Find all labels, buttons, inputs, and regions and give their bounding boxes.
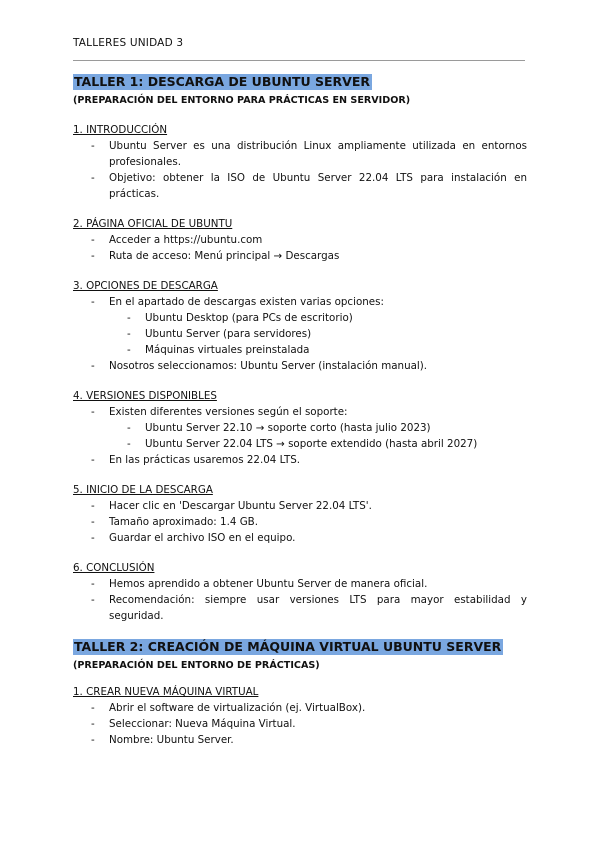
- section-heading: 1. INTRODUCCIÓN: [73, 124, 168, 136]
- section-introduccion: [73, 123, 527, 202]
- taller-1: [73, 71, 527, 624]
- bullet-list: [73, 138, 527, 202]
- list-item: - En las prácticas usaremos 22.04 LTS.: [73, 452, 527, 468]
- list-item: - Tamaño aproximado: 1.4 GB.: [73, 514, 527, 530]
- list-item: - Seleccionar: Nueva Máquina Virtual.: [73, 716, 527, 732]
- document-body: [73, 71, 527, 748]
- taller-1-title: TALLER 1: DESCARGA DE UBUNTU SERVER: [74, 74, 370, 89]
- section-conclusion: [73, 561, 527, 624]
- bullet-list: [73, 404, 527, 468]
- taller-2-subtitle: (PREPARACIÓN DEL ENTORNO DE PRÁCTICAS): [73, 660, 320, 671]
- list-item: - Guardar el archivo ISO en el equipo.: [73, 530, 527, 546]
- list-item: - Ruta de acceso: Menú principal → Descargas: [73, 248, 527, 264]
- section-versiones: [73, 389, 527, 468]
- section-heading: 1. CREAR NUEVA MÁQUINA VIRTUAL: [73, 686, 259, 698]
- taller-2: [73, 636, 527, 748]
- bullet-list: [73, 498, 527, 546]
- section-heading: 2. PÁGINA OFICIAL DE UBUNTU: [73, 218, 233, 230]
- section-inicio-descarga: [73, 483, 527, 546]
- list-item: - En el apartado de descargas existen varias opciones:: [73, 294, 527, 310]
- list-item: - Ubuntu Server es una distribución Linux ampliamente utilizada en entornos profesionales.: [73, 138, 527, 170]
- list-item: - Hacer clic en 'Descargar Ubuntu Server 22.04 LTS'.: [73, 498, 527, 514]
- sub-list-item: - Ubuntu Server 22.10 → soporte corto (hasta julio 2023): [73, 420, 527, 436]
- list-item: - Recomendación: siempre usar versiones LTS para mayor estabilidad y seguridad.: [73, 592, 527, 624]
- sub-list-item: - Ubuntu Server 22.04 LTS → soporte extendido (hasta abril 2027): [73, 436, 527, 452]
- list-item: - Existen diferentes versiones según el soporte:: [73, 404, 527, 420]
- taller-1-subtitle: (PREPARACIÓN DEL ENTORNO PARA PRÁCTICAS EN SERVIDOR): [73, 95, 411, 106]
- section-pagina-oficial: [73, 217, 527, 264]
- section-crear-maquina: [73, 685, 527, 748]
- list-item: - Abrir el software de virtualización (ej. VirtualBox).: [73, 700, 527, 716]
- sub-list-item: - Ubuntu Server (para servidores): [73, 326, 527, 342]
- list-item: - Nosotros seleccionamos: Ubuntu Server (instalación manual).: [73, 358, 527, 374]
- page-header: TALLERES UNIDAD 3: [73, 37, 184, 49]
- section-heading: 4. VERSIONES DISPONIBLES: [73, 390, 217, 402]
- bullet-list: [73, 232, 527, 264]
- list-item: - Acceder a https://ubuntu.com: [73, 232, 527, 248]
- sub-list-item: - Máquinas virtuales preinstalada: [73, 342, 527, 358]
- list-item: - Objetivo: obtener la ISO de Ubuntu Server 22.04 LTS para instalación en prácticas.: [73, 170, 527, 202]
- section-heading: 3. OPCIONES DE DESCARGA: [73, 280, 218, 292]
- bullet-list: [73, 294, 527, 374]
- taller-2-title: TALLER 2: CREACIÓN DE MÁQUINA VIRTUAL UBUNTU SERVER: [74, 639, 502, 654]
- bullet-list: [73, 576, 527, 624]
- sub-list-item: - Ubuntu Desktop (para PCs de escritorio): [73, 310, 527, 326]
- section-opciones-descarga: [73, 279, 527, 374]
- list-item: - Hemos aprendido a obtener Ubuntu Server de manera oficial.: [73, 576, 527, 592]
- bullet-list: [73, 700, 527, 748]
- section-heading: 5. INICIO DE LA DESCARGA: [73, 484, 213, 496]
- section-heading: 6. CONCLUSIÓN: [73, 562, 155, 574]
- list-item: - Nombre: Ubuntu Server.: [73, 732, 527, 748]
- header-divider: [73, 60, 525, 61]
